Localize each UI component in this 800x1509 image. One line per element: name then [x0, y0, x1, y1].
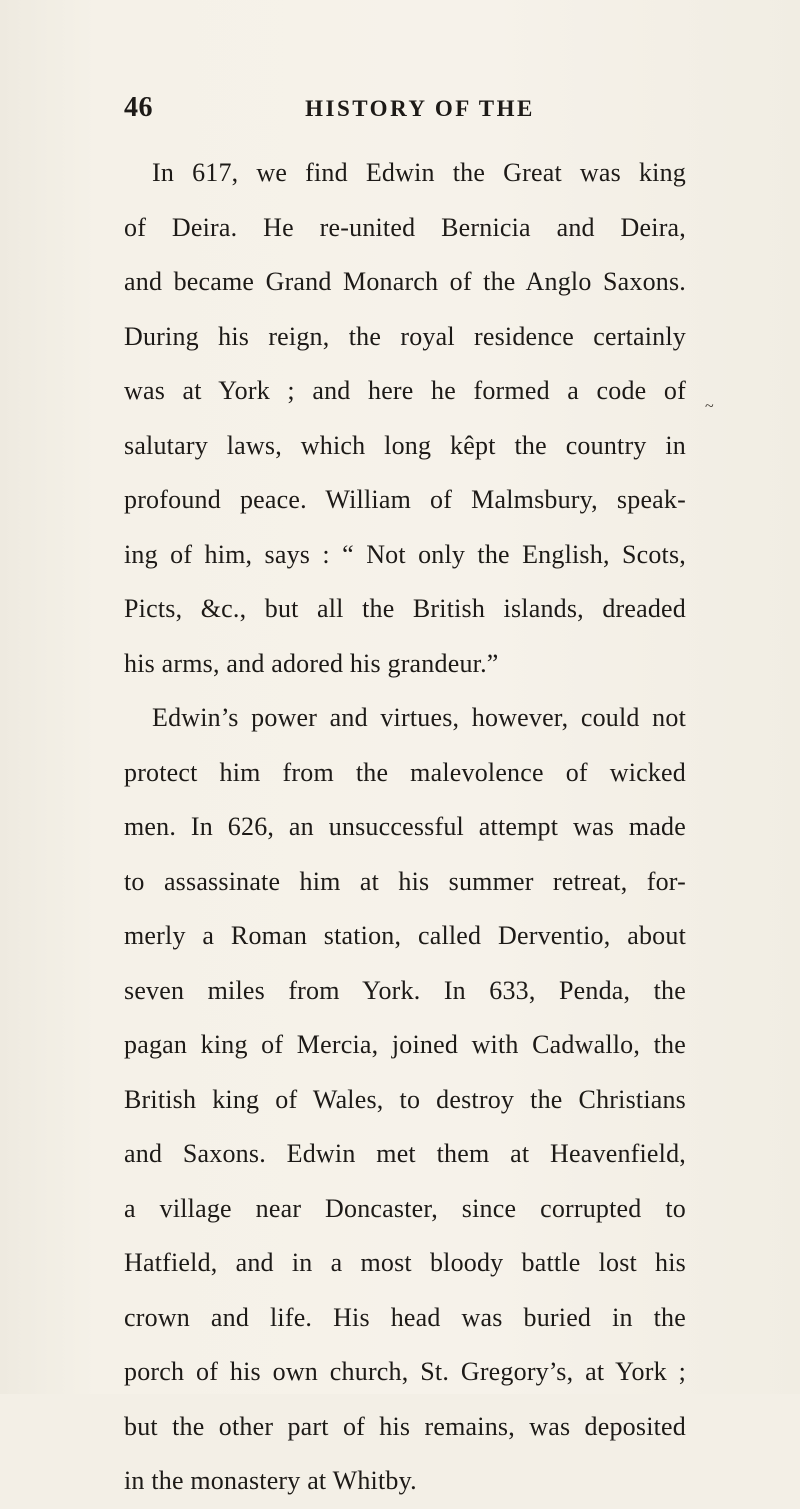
text-line: pagan king of Mercia, joined with Cadwallo, the — [124, 1030, 686, 1059]
margin-mark: ~ — [705, 398, 714, 415]
text-line: was at York ; and here he formed a code of — [124, 376, 686, 405]
text-line: of Deira. He re-united Bernicia and Deira, — [124, 212, 686, 242]
text-line: but the other part of his remains, was deposited — [124, 1411, 686, 1441]
text-line: ing of him, says : “ Not only the English, Scots, — [124, 539, 686, 569]
text-line: a village near Doncaster, since corrupted to — [124, 1193, 686, 1223]
text-line: Edwin’s power and virtues, however, could not — [152, 703, 686, 732]
text-line: profound peace. William of Malmsbury, speak- — [124, 485, 686, 514]
text-line: and Saxons. Edwin met them at Heavenfield, — [124, 1139, 686, 1168]
text-line: his arms, and adored his grandeur.” — [124, 648, 499, 678]
text-line: British king of Wales, to destroy the Christians — [124, 1084, 686, 1114]
text-line: seven miles from York. In 633, Penda, the — [124, 975, 686, 1005]
text-line: porch of his own church, St. Gregory’s, at York ; — [124, 1357, 686, 1386]
text-line: salutary laws, which long kêpt the country in — [124, 430, 686, 460]
text-line: protect him from the malevolence of wicked — [124, 757, 686, 787]
text-line: crown and life. His head was buried in the — [124, 1302, 686, 1332]
text-line: merly a Roman station, called Derventio, about — [124, 921, 686, 950]
page-header — [0, 92, 800, 132]
text-line: Picts, &c., but all the British islands, dreaded — [124, 594, 686, 623]
text-line: to assassinate him at his summer retreat, for- — [124, 866, 686, 896]
text-line: Hatfield, and in a most bloody battle lost his — [124, 1248, 686, 1277]
text-line: men. In 626, an unsuccessful attempt was made — [124, 812, 686, 841]
text-line: In 617, we find Edwin the Great was king — [152, 158, 686, 187]
running-head: HISTORY OF THE — [305, 96, 535, 121]
body-text — [124, 146, 686, 1509]
text-line: and became Grand Monarch of the Anglo Saxons. — [124, 267, 686, 296]
text-line: in the monastery at Whitby. — [124, 1466, 417, 1495]
text-line: During his reign, the royal residence certainly — [124, 321, 686, 351]
page-number: 46 — [124, 92, 153, 123]
